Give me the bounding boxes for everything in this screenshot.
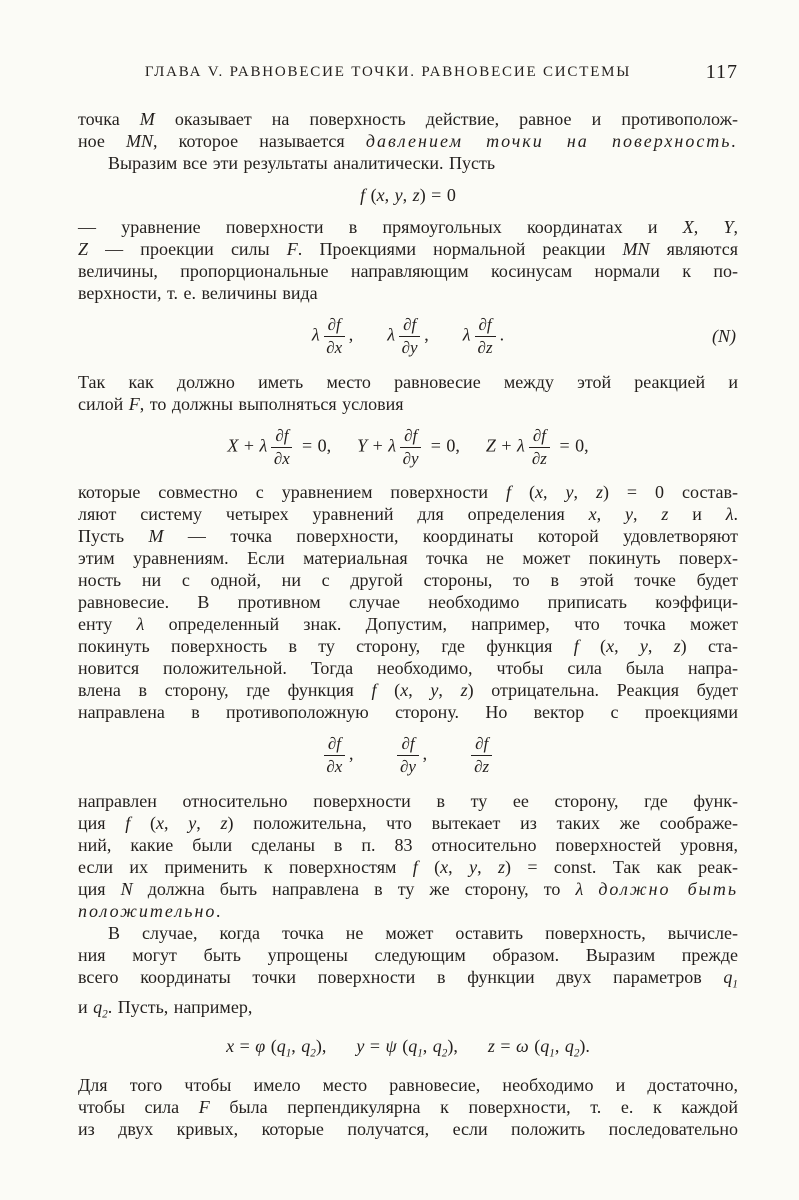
text-segment: верхности, т. е. величины вида <box>78 283 318 303</box>
spacer <box>353 759 393 760</box>
spacer <box>429 339 463 340</box>
text-segment: $q_1$ <box>408 1035 423 1060</box>
text-segment: z <box>673 636 681 657</box>
text-segment: x <box>534 482 543 503</box>
text-segment: , <box>402 185 413 205</box>
text-segment: — проекции силы <box>88 239 287 259</box>
text-segment: должно быть <box>598 879 739 900</box>
denominator: ∂z <box>477 337 493 357</box>
text-segment: покинуть поверхность в ту сторону, где функция <box>78 636 574 657</box>
text-line <box>78 701 738 723</box>
text-segment: $q_2$ <box>432 1035 448 1060</box>
spacer <box>460 450 486 451</box>
chapter-header: ГЛАВА V. РАВНОВЕСИЕ ТОЧКИ. РАВНОВЕСИЕ СИСТЕМЫ <box>144 64 632 80</box>
text-segment: $q_1$ <box>723 967 738 991</box>
numerator: ∂f <box>471 735 492 756</box>
text-segment: чтобы сила <box>78 1097 199 1118</box>
text-segment: , <box>733 217 739 237</box>
text-segment: λ <box>725 504 734 525</box>
text-segment: y <box>394 185 403 205</box>
text-segment: ляют систему четырех уравнений для определения <box>78 504 589 525</box>
text-segment: f <box>125 813 131 834</box>
text-segment: , <box>596 504 625 525</box>
text-segment: ) = 0 <box>419 185 456 205</box>
page-content <box>78 61 739 1140</box>
text-segment: , <box>348 324 354 345</box>
text-segment: $q_1$ <box>276 1035 292 1060</box>
text-segment: , <box>554 1035 565 1056</box>
text-segment: Пусть <box>78 526 149 547</box>
text-line <box>78 856 738 878</box>
text-line <box>78 216 738 238</box>
text-segment: x <box>588 504 597 525</box>
text-segment: , <box>542 482 566 503</box>
numerator: ∂f <box>475 316 496 337</box>
text-segment: . Пусть, например, <box>107 996 253 1017</box>
text-segment: F <box>286 239 298 259</box>
text-segment: , <box>291 1035 302 1056</box>
text-segment: которые совместно с уравнением поверхности <box>78 482 506 503</box>
text-segment: , <box>196 813 221 834</box>
text-segment: ψ <box>385 1035 397 1056</box>
text-segment: M <box>148 526 164 547</box>
text-segment: = 0, <box>553 435 589 456</box>
text-segment: ( <box>265 1035 277 1056</box>
text-segment: новится положительной. Тогда необходимо, чтобы сила была напра- <box>78 658 738 679</box>
text-line <box>78 503 738 525</box>
text-line <box>78 900 738 922</box>
text-segment: z <box>460 680 468 701</box>
denominator: ∂x <box>326 337 343 357</box>
text-segment: точка <box>78 109 140 129</box>
spacer <box>427 759 467 760</box>
fraction <box>399 316 420 357</box>
text-segment: y <box>624 504 633 525</box>
text-segment: φ <box>255 1035 266 1056</box>
text-segment <box>583 879 598 899</box>
text-segment: , <box>348 743 354 764</box>
subscript: 1 <box>732 978 738 991</box>
fraction <box>397 735 418 776</box>
text-segment: ность ни с одной, ни с другой стороны, то в этой точке будет <box>78 570 738 591</box>
text-segment: x <box>156 813 165 834</box>
text-segment: из двух кривых, которые получатся, если положить последовательно <box>78 1119 738 1140</box>
text-segment: X <box>682 217 694 237</box>
text-segment: $q_2$ <box>301 1035 316 1060</box>
text-segment: влена в сторону, где функция <box>78 680 372 701</box>
text-segment: z <box>595 482 603 503</box>
text-segment: x <box>400 680 409 701</box>
denominator: ∂y <box>401 337 418 357</box>
numerator: ∂f <box>529 427 550 448</box>
subscript: 1 <box>417 1047 423 1060</box>
formula-content <box>320 735 496 776</box>
fraction <box>471 735 492 776</box>
fraction <box>324 735 345 776</box>
text-line <box>78 547 738 569</box>
text-segment: Y <box>357 435 368 456</box>
text-segment: = 0, <box>425 435 460 456</box>
text-segment: , <box>647 636 674 657</box>
text-segment: енту <box>78 614 137 635</box>
text-segment: z <box>220 813 228 834</box>
text-segment: ( <box>130 813 157 834</box>
text-line <box>78 238 738 260</box>
text-segment: , <box>164 813 189 834</box>
text-segment: y <box>430 680 439 701</box>
display-formula <box>78 1035 738 1064</box>
denominator: ∂z <box>474 757 490 777</box>
text-segment: Z <box>78 239 89 259</box>
text-segment: ). <box>579 1035 590 1056</box>
text-segment: ), <box>447 1035 458 1056</box>
numerator: ∂f <box>324 316 345 337</box>
denominator: ∂y <box>400 757 416 777</box>
text-segment: ция <box>78 813 126 834</box>
text-line <box>78 569 738 591</box>
text-segment: f <box>371 680 377 701</box>
text-segment: x <box>226 1035 235 1056</box>
numerator: ∂f <box>399 316 420 337</box>
equation-label: (N) <box>712 326 736 347</box>
fraction <box>475 316 496 357</box>
paragraph <box>78 108 738 174</box>
text-line <box>78 966 738 995</box>
text-line <box>78 679 738 701</box>
text-segment: F <box>128 393 140 414</box>
text-segment: ( <box>365 185 377 205</box>
text-segment: оказывает на поверхность действие, равное и противополож- <box>154 109 738 129</box>
text-segment: f <box>360 185 366 205</box>
text-segment: и <box>668 504 726 525</box>
paragraph <box>78 922 738 1025</box>
text-segment: z <box>487 1035 495 1056</box>
text-line <box>78 1074 738 1096</box>
text-line <box>78 260 738 282</box>
paragraph <box>78 481 738 723</box>
text-segment: $q_1$ <box>540 1035 555 1060</box>
text-line <box>78 108 738 130</box>
text-segment: , <box>614 636 640 657</box>
text-line <box>78 812 738 834</box>
text-segment: ния могут быть упрощены следующим образом. Выразим прежде <box>78 945 738 966</box>
spacer <box>353 339 387 340</box>
text-segment: , <box>477 857 498 878</box>
text-segment: если их применить к поверхностям <box>78 857 413 878</box>
text-segment: MN <box>126 131 154 151</box>
text-segment: , <box>424 324 429 345</box>
running-header <box>78 61 738 88</box>
subscript: 2 <box>441 1047 448 1060</box>
text-line <box>78 996 738 1025</box>
text-segment: , <box>448 857 470 878</box>
paragraph <box>78 371 738 415</box>
text-segment: f <box>573 636 579 657</box>
text-segment: x <box>606 636 615 657</box>
subscript: 1 <box>285 1047 292 1060</box>
subscript: 1 <box>549 1047 555 1060</box>
text-segment: = <box>494 1035 517 1056</box>
text-segment: λ <box>575 879 584 900</box>
text-segment: MN <box>622 239 650 259</box>
fraction <box>324 316 345 357</box>
text-segment: y <box>639 636 648 657</box>
text-line <box>78 944 738 966</box>
text-segment: + <box>367 435 389 456</box>
fraction <box>271 427 292 468</box>
text-segment: этим уравнениям. Если материальная точка не может покинуть поверх- <box>78 548 738 569</box>
text-segment: M <box>139 109 155 129</box>
denominator: ∂x <box>273 448 290 468</box>
text-segment: ) ста- <box>680 636 739 657</box>
text-segment: ω <box>516 1035 529 1056</box>
numerator: ∂f <box>324 735 345 756</box>
text-segment: = <box>234 1035 256 1056</box>
text-segment: N <box>120 879 133 900</box>
text-line <box>78 393 738 415</box>
text-segment: $q_2$ <box>93 996 108 1020</box>
text-segment: , <box>693 217 724 237</box>
page-number: 117 <box>705 61 738 83</box>
text-segment: ) положительна, что вытекает из таких же соображе- <box>227 813 739 834</box>
display-formula <box>78 427 738 468</box>
text-segment: В случае, когда точка не может оставить поверхность, вычисле- <box>108 923 738 944</box>
text-segment: y <box>188 813 197 834</box>
page-body <box>78 108 738 1140</box>
denominator: ∂z <box>531 448 547 468</box>
text-segment: + <box>238 435 260 456</box>
text-segment: X <box>227 435 239 456</box>
text-line <box>78 525 738 547</box>
display-formula <box>78 316 738 357</box>
text-segment: Так как должно иметь место равновесие между этой реакцией и <box>78 371 738 392</box>
text-segment: λ <box>388 435 397 456</box>
text-segment: , <box>408 680 431 701</box>
text-segment: давлением точки на поверхность. <box>365 131 738 151</box>
text-segment: ) = 0 состав- <box>602 482 739 503</box>
text-segment: z <box>412 185 420 205</box>
numerator: ∂f <box>271 427 292 448</box>
text-segment: = <box>364 1035 386 1056</box>
text-segment: ное <box>78 131 127 151</box>
text-segment: Z <box>485 435 496 456</box>
spacer <box>326 1051 356 1052</box>
text-line <box>78 152 738 174</box>
denominator: ∂x <box>326 757 343 777</box>
text-segment: , <box>422 743 428 764</box>
text-segment: ( <box>578 636 607 657</box>
text-segment: направлен относительно поверхности в ту ее сторону, где функ- <box>78 791 738 812</box>
text-line <box>78 922 738 944</box>
spacer <box>458 1051 488 1052</box>
text-line <box>78 282 738 304</box>
text-segment: ) = const. Так как реак- <box>505 857 739 878</box>
text-segment: ), <box>315 1035 327 1056</box>
text-segment: + <box>495 435 518 456</box>
formula-content <box>312 316 504 357</box>
subscript: 2 <box>102 1007 108 1020</box>
text-segment: F <box>198 1097 210 1118</box>
display-formula <box>78 184 738 206</box>
spacer <box>331 450 357 451</box>
text-segment: x <box>376 185 385 205</box>
text-segment: z <box>497 857 505 878</box>
text-segment: = 0, <box>296 435 332 456</box>
numerator: ∂f <box>397 735 418 756</box>
text-segment: , <box>438 680 461 701</box>
text-segment: направлена в противоположную сторону. Но вектор с проекциями <box>78 702 738 723</box>
formula-content <box>226 1035 590 1064</box>
fraction <box>529 427 550 468</box>
text-line <box>78 1118 738 1140</box>
text-line <box>78 790 738 812</box>
text-segment: ( <box>417 857 441 878</box>
paragraph <box>78 216 738 304</box>
text-segment: ) отрицательна. Реакция будет <box>467 680 739 701</box>
text-segment: λ <box>517 435 525 456</box>
text-line <box>78 657 738 679</box>
text-line <box>78 635 738 657</box>
text-segment: , <box>384 185 395 205</box>
numerator: ∂f <box>400 427 421 448</box>
text-segment: всего координаты точки поверхности в функции двух параметров <box>78 967 724 988</box>
text-segment: величины, пропорциональные направляющим косинусам нормали к по- <box>78 261 738 281</box>
text-segment: x <box>440 857 449 878</box>
text-line <box>78 613 738 635</box>
text-line <box>78 371 738 393</box>
text-segment: Выразим все эти результаты аналитически. Пусть <box>108 153 496 173</box>
text-segment: , то должны выполняться условия <box>139 393 404 414</box>
text-line <box>78 834 738 856</box>
text-segment: λ <box>259 435 268 456</box>
subscript: 2 <box>573 1047 580 1060</box>
text-segment: ( <box>528 1035 541 1056</box>
text-segment: — точка поверхности, координаты которой удовлетворяют <box>163 526 738 547</box>
text-segment: , <box>632 504 662 525</box>
text-segment: f <box>506 482 512 503</box>
text-segment: ция <box>78 879 121 900</box>
text-segment: f <box>412 857 418 878</box>
text-segment: определенный знак. Допустим, например, что точка может <box>144 614 738 635</box>
text-segment: ( <box>396 1035 409 1056</box>
text-segment: силой <box>78 393 129 414</box>
text-segment: ( <box>376 680 401 701</box>
text-segment: . <box>733 504 739 525</box>
display-formula <box>78 735 738 776</box>
subscript: 2 <box>310 1047 316 1060</box>
text-segment: y <box>565 482 574 503</box>
text-segment: λ <box>462 324 471 345</box>
text-segment: . Проекциями нормальной реакции <box>297 239 623 259</box>
text-line <box>78 591 738 613</box>
text-segment: — уравнение поверхности в прямоугольных координатах и <box>78 217 683 237</box>
text-segment: $q_2$ <box>564 1035 580 1060</box>
fraction <box>400 427 421 468</box>
text-segment: положительно. <box>78 901 223 922</box>
text-segment: λ <box>311 324 320 345</box>
text-segment: должна быть направлена в ту же сторону, то <box>132 879 576 900</box>
text-segment: , <box>422 1035 433 1056</box>
paragraph <box>78 790 738 922</box>
text-segment: , <box>573 482 596 503</box>
formula-content <box>360 184 456 206</box>
text-segment: . <box>499 324 505 345</box>
text-segment: Для того чтобы имело место равновесие, необходимо и достаточно, <box>78 1075 738 1096</box>
text-segment: Y <box>723 217 734 237</box>
text-line <box>78 878 738 900</box>
text-segment: y <box>469 857 478 878</box>
text-segment: была перпендикулярна к поверхности, т. е. к каждой <box>209 1097 738 1118</box>
denominator: ∂y <box>402 448 419 468</box>
text-segment: являются <box>649 239 738 259</box>
text-segment: λ <box>387 324 396 345</box>
text-line <box>78 130 738 152</box>
text-line <box>78 481 738 503</box>
text-segment: и <box>78 996 94 1017</box>
text-segment: y <box>356 1035 365 1056</box>
text-segment: равновесие. В противном случае необходимо приписать коэффици- <box>78 592 738 613</box>
text-line <box>78 1096 738 1118</box>
text-segment: ( <box>511 482 535 503</box>
text-segment: , которое называется <box>153 131 366 151</box>
text-segment: z <box>661 504 669 525</box>
text-segment: ний, какие были сделаны в п. 83 относительно поверхностей уровня, <box>78 835 738 856</box>
formula-content <box>227 427 588 468</box>
paragraph <box>78 1074 738 1140</box>
text-segment: λ <box>136 614 145 635</box>
